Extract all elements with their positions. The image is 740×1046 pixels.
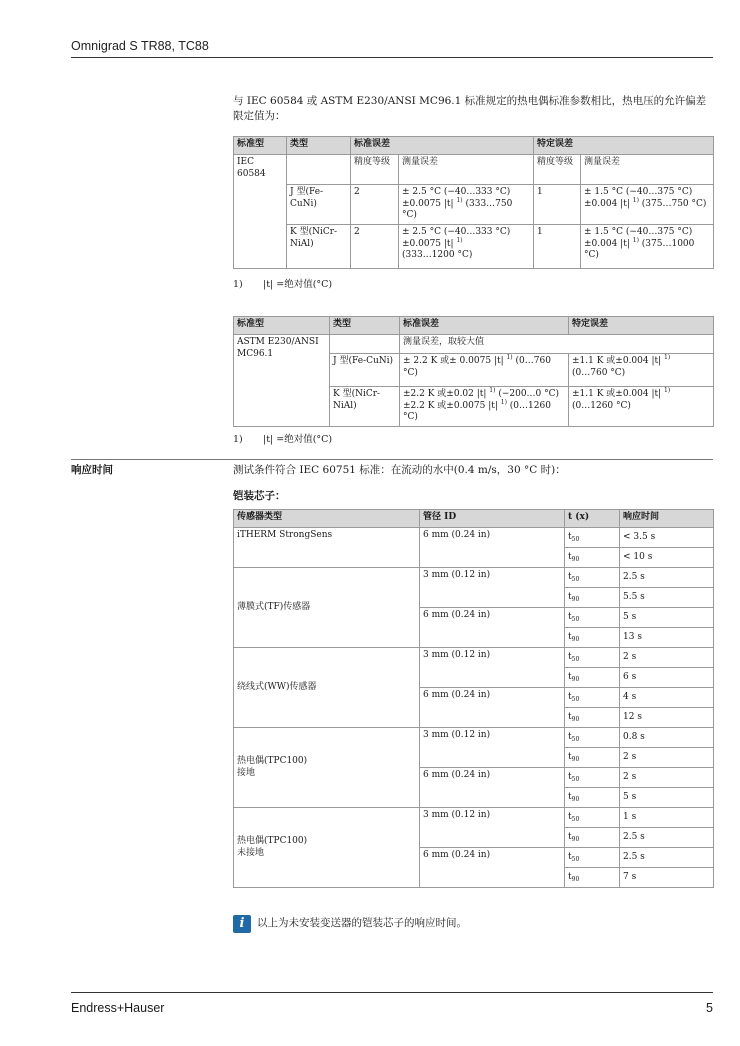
response-value-cell: 5.5 s [620,588,714,608]
type-cell: J 型(Fe-CuNi) [287,185,351,225]
response-value-cell: 2.5 s [620,568,714,588]
standard-cell: ASTM E230/ANSI MC96.1 [234,335,330,427]
note-text: 以上为未安装变送器的铠装芯子的响应时间。 [257,917,467,930]
response-value-cell: 6 s [620,668,714,688]
diameter-cell: 6 mm (0.24 in) [420,848,565,888]
subheader-cell: 测量误差 [399,155,534,185]
response-value-cell: < 3.5 s [620,528,714,548]
t50-cell: $t_{50}$ [565,528,620,548]
standard-cell: IEC 60584 [234,155,287,269]
footer-brand: Endress+Hauser [71,1001,165,1015]
response-value-cell: 4 s [620,688,714,708]
table-row [234,528,714,548]
response-value-cell: 2 s [620,768,714,788]
t50-cell: $t_{50}$ [565,648,620,668]
diameter-cell: 3 mm (0.12 in) [420,728,565,768]
class-cell: 1 [534,225,581,269]
sensor-type-cell: 薄膜式(TF)传感器 [234,568,420,648]
column-header: 类型 [287,137,351,155]
response-value-cell: 7 s [620,868,714,888]
subheader-cell: 精度等级 [534,155,581,185]
diameter-cell: 3 mm (0.12 in) [420,648,565,688]
type-cell: J 型(Fe-CuNi) [330,354,400,387]
type-cell: K 型(NiCr-NiAl) [287,225,351,269]
error-cell: ± 2.5 °C (−40…333 °C) ±0.0075 |t| $^{1)}$ (333…750 °C) [399,185,534,225]
t90-cell: $t_{90}$ [565,788,620,808]
sensor-type-cell: 热电偶(TPC100) 接地 [234,728,420,808]
sensor-type-cell: 热电偶(TPC100) 未接地 [234,808,420,888]
diameter-cell: 6 mm (0.24 in) [420,688,565,728]
t90-cell: $t_{90}$ [565,708,620,728]
t50-cell: $t_{50}$ [565,568,620,588]
subheader-cell: 测量误差 [581,155,714,185]
subheader-cell: 测量误差，取较大值 [400,335,714,354]
document-title: Omnigrad S TR88, TC88 [71,39,209,53]
error-cell: ± 1.5 °C (−40…375 °C) ±0.004 |t| $^{1)}$ (375…1000 °C) [581,225,714,269]
t50-cell: $t_{50}$ [565,688,620,708]
section-divider [71,459,713,460]
table-header-row [234,317,714,335]
table-row [234,225,714,269]
t90-cell: $t_{90}$ [565,828,620,848]
column-header: 特定误差 [534,137,714,155]
column-header: 类型 [330,317,400,335]
diameter-cell: 3 mm (0.12 in) [420,568,565,608]
response-value-cell: 2.5 s [620,848,714,868]
diameter-cell: 6 mm (0.24 in) [420,608,565,648]
type-cell: K 型(NiCr-NiAl) [330,387,400,427]
empty-cell [287,155,351,185]
class-cell: 1 [534,185,581,225]
response-value-cell: 5 s [620,608,714,628]
info-note [233,915,467,933]
response-value-cell: < 10 s [620,548,714,568]
diameter-cell: 6 mm (0.24 in) [420,768,565,808]
error-cell: ± 1.5 °C (−40…375 °C) ±0.004 |t| $^{1)}$ (375…750 °C) [581,185,714,225]
response-value-cell: 2 s [620,748,714,768]
info-icon: i [233,915,251,933]
table-row [234,808,714,828]
table-row [234,155,714,185]
table-row [234,728,714,748]
footnote: 1) |t| =绝对值(°C) [233,279,333,290]
column-header: 标准误差 [400,317,569,335]
response-value-cell: 13 s [620,628,714,648]
t50-cell: $t_{50}$ [565,768,620,788]
empty-cell [330,335,400,354]
error-cell: ±1.1 K 或±0.004 |t| $^{1)}$ (0…760 °C) [569,354,714,387]
class-cell: 2 [351,225,399,269]
error-cell: ±2.2 K 或±0.02 |t| $^{1)}$ (−200…0 °C) ±2.2 K 或±0.0075 |t| $^{1)}$ (0…1260 °C) [400,387,569,427]
error-cell: ±1.1 K 或±0.004 |t| $^{1)}$ (0…1260 °C) [569,387,714,427]
response-value-cell: 2.5 s [620,828,714,848]
astm-tolerance-table [233,316,714,427]
column-header: 标准型 [234,137,287,155]
table-row [234,568,714,588]
column-header: 管径 ID [420,510,565,528]
t90-cell: $t_{90}$ [565,548,620,568]
header-divider [71,57,713,58]
table-header-row [234,510,714,528]
diameter-cell: 6 mm (0.24 in) [420,528,565,568]
section-label: 响应时间 [71,464,113,476]
t50-cell: $t_{50}$ [565,728,620,748]
t90-cell: $t_{90}$ [565,868,620,888]
footer-divider [71,992,713,993]
page-number: 5 [706,1001,713,1015]
table-header-row [234,137,714,155]
test-conditions-text: 测试条件符合 IEC 60751 标准：在流动的水中(0.4 m/s，30 °C 时)： [233,464,566,476]
column-header: 特定误差 [569,317,714,335]
t50-cell: $t_{50}$ [565,808,620,828]
diameter-cell: 3 mm (0.12 in) [420,808,565,848]
column-header: 响应时间 [620,510,714,528]
column-header: 传感器类型 [234,510,420,528]
t90-cell: $t_{90}$ [565,668,620,688]
response-value-cell: 12 s [620,708,714,728]
subsection-heading: 铠装芯子： [233,490,286,502]
error-cell: ± 2.5 °C (−40…333 °C) ±0.0075 |t| $^{1)}$ (333…1200 °C) [399,225,534,269]
t50-cell: $t_{50}$ [565,608,620,628]
response-value-cell: 0.8 s [620,728,714,748]
column-header: 标准型 [234,317,330,335]
table-row [234,335,714,354]
t90-cell: $t_{90}$ [565,628,620,648]
response-time-table [233,509,714,888]
subheader-cell: 精度等级 [351,155,399,185]
table-row [234,185,714,225]
t90-cell: $t_{90}$ [565,588,620,608]
footnote: 1) |t| =绝对值(°C) [233,434,333,445]
t90-cell: $t_{90}$ [565,748,620,768]
sensor-type-cell: 绕线式(WW)传感器 [234,648,420,728]
sensor-type-cell: iTHERM StrongSens [234,528,420,568]
response-value-cell: 2 s [620,648,714,668]
iec-tolerance-table [233,136,714,269]
intro-paragraph: 与 IEC 60584 或 ASTM E230/ANSI MC96.1 标准规定的热电偶标准参数相比，热电压的允许偏差限定值为： [233,95,707,123]
response-value-cell: 5 s [620,788,714,808]
column-header: 标准误差 [351,137,534,155]
error-cell: ± 2.2 K 或± 0.0075 |t| $^{1)}$ (0…760 °C) [400,354,569,387]
table-row [234,648,714,668]
column-header: t (x) [565,510,620,528]
class-cell: 2 [351,185,399,225]
t50-cell: $t_{50}$ [565,848,620,868]
response-value-cell: 1 s [620,808,714,828]
